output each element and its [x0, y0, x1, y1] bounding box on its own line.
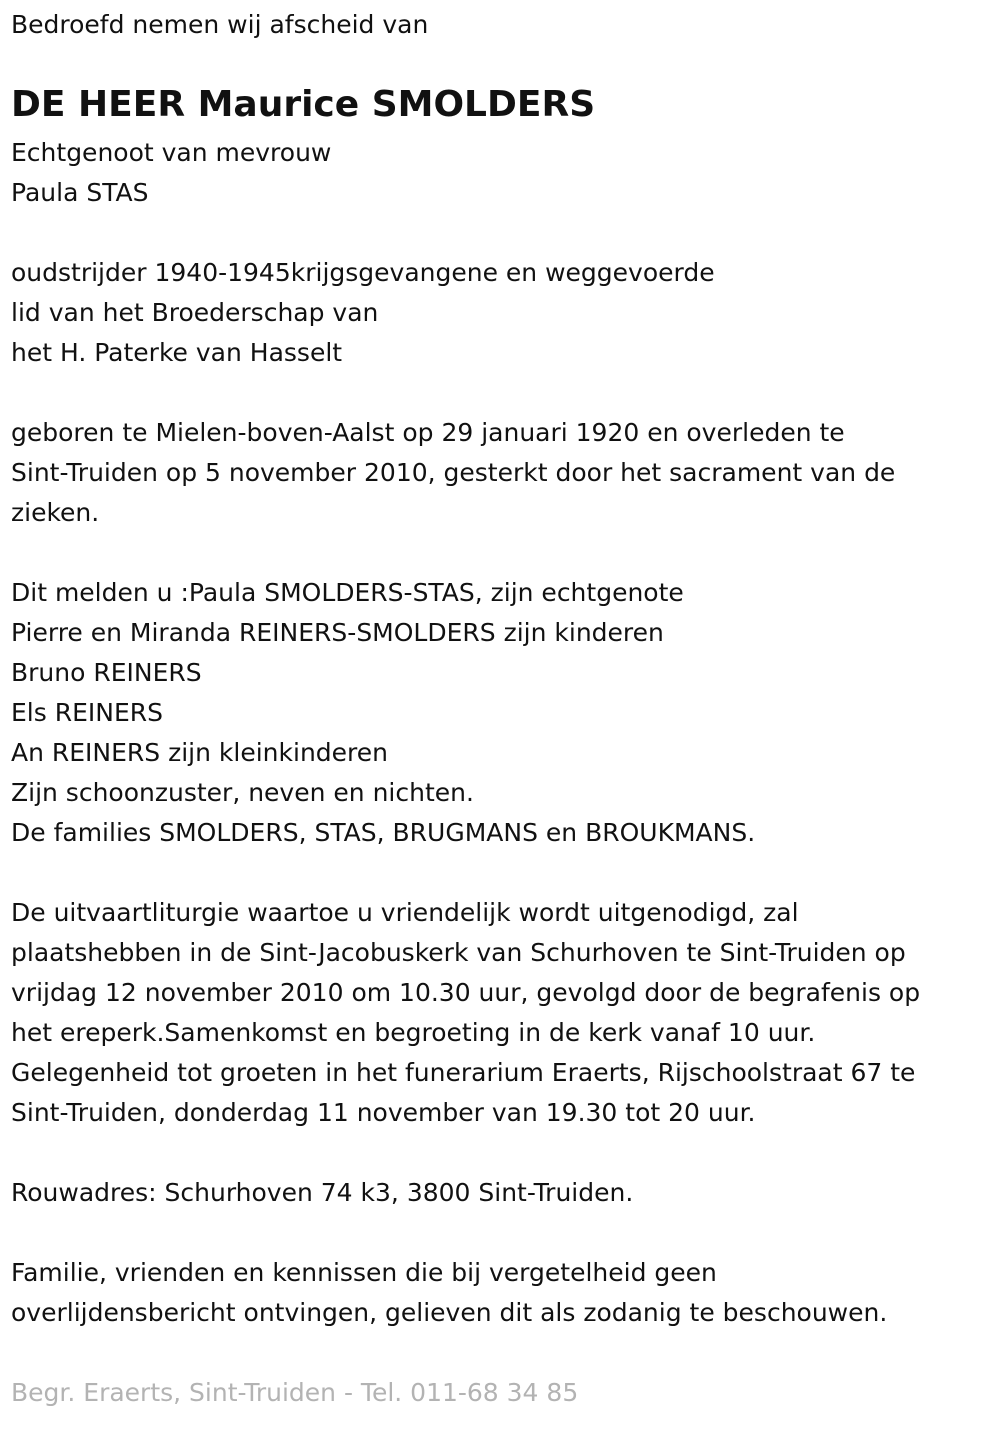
birth-death-line: zieken. — [11, 498, 100, 527]
membership-line: oudstrijder 1940-1945krijgsgevangene en weggevoerde — [11, 258, 715, 287]
birth-death-line: geboren te Mielen-boven-Aalst op 29 januari 1920 en overleden te — [11, 418, 845, 447]
funeral-line: De uitvaartliturgie waartoe u vriendelijk wordt uitgenodigd, zal — [11, 898, 799, 927]
funeral-line: Sint-Truiden, donderdag 11 november van 19.30 tot 20 uur. — [11, 1098, 756, 1127]
membership-line: lid van het Broederschap van — [11, 298, 379, 327]
family-line: De families SMOLDERS, STAS, BRUGMANS en BROUKMANS. — [11, 818, 756, 847]
intro-text: Bedroefd nemen wij afscheid van — [11, 10, 429, 39]
funeral-line: vrijdag 12 november 2010 om 10.30 uur, gevolgd door de begrafenis op — [11, 978, 921, 1007]
birth-death-line: Sint-Truiden op 5 november 2010, gesterkt door het sacrament van de — [11, 458, 896, 487]
membership-line: het H. Paterke van Hasselt — [11, 338, 343, 367]
funeral-line: plaatshebben in de Sint-Jacobuskerk van Schurhoven te Sint-Truiden op — [11, 938, 906, 967]
notice-line: Familie, vrienden en kennissen die bij vergetelheid geen — [11, 1258, 717, 1287]
family-line: Zijn schoonzuster, neven en nichten. — [11, 778, 474, 807]
funeral-line: Gelegenheid tot groeten in het funerarium Eraerts, Rijschoolstraat 67 te — [11, 1058, 916, 1087]
notice-line: overlijdensbericht ontvingen, gelieven dit als zodanig te beschouwen. — [11, 1298, 888, 1327]
family-line: Dit melden u :Paula SMOLDERS-STAS, zijn echtgenote — [11, 578, 684, 607]
spouse-line: Echtgenoot van mevrouw — [11, 138, 332, 167]
family-line: Els REINERS — [11, 698, 163, 727]
family-line: Pierre en Miranda REINERS-SMOLDERS zijn kinderen — [11, 618, 664, 647]
deceased-name: DE HEER Maurice SMOLDERS — [11, 84, 596, 125]
family-line: Bruno REINERS — [11, 658, 202, 687]
funeral-home-footer: Begr. Eraerts, Sint-Truiden - Tel. 011-68 34 85 — [11, 1378, 579, 1407]
funeral-line: het ereperk.Samenkomst en begroeting in de kerk vanaf 10 uur. — [11, 1018, 816, 1047]
spouse-line: Paula STAS — [11, 178, 149, 207]
mourning-address: Rouwadres: Schurhoven 74 k3, 3800 Sint-Truiden. — [11, 1178, 634, 1207]
family-line: An REINERS zijn kleinkinderen — [11, 738, 388, 767]
